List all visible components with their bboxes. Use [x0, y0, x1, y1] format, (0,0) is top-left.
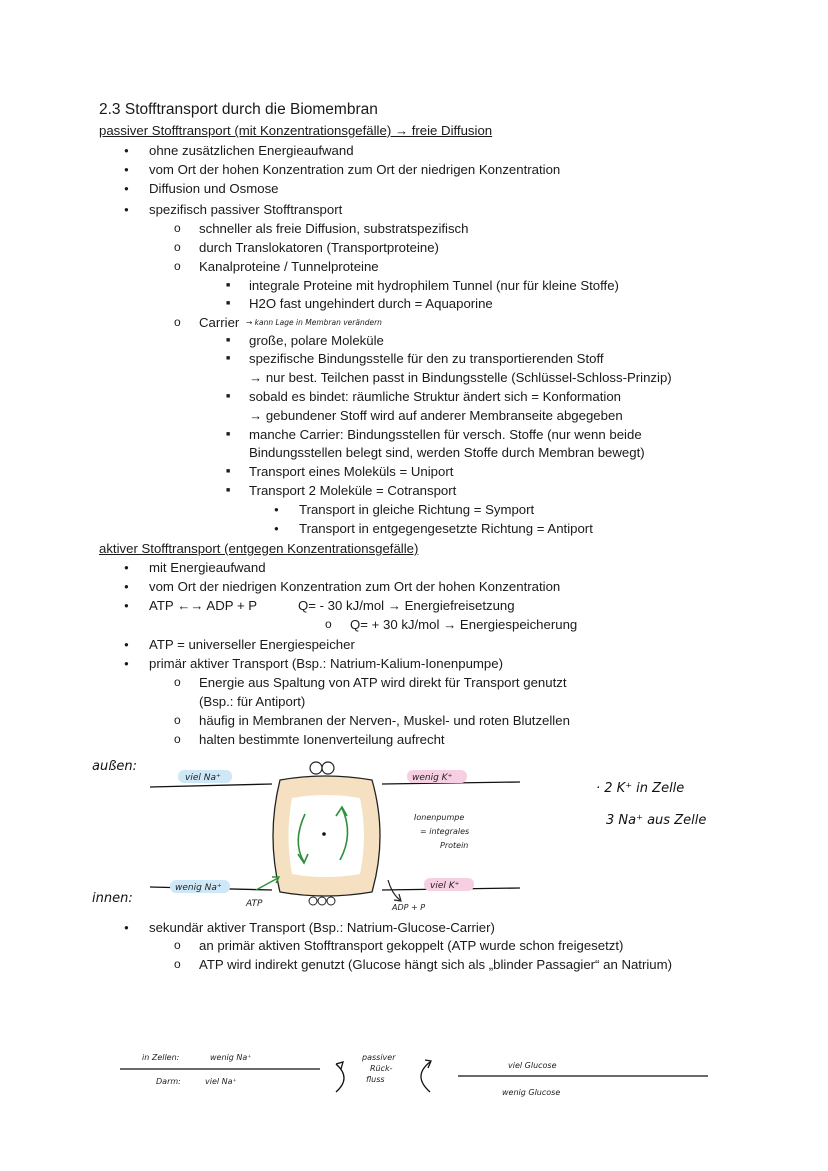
energy-storage: o Q= + 30 kJ/mol → Energiespeicherung [350, 617, 577, 633]
label-viel-na: viel Na⁺ [205, 1077, 237, 1086]
label-wenig-na-inside: wenig Na⁺ [175, 883, 222, 893]
list-item: ● vom Ort der niedrigen Konzentration zum Ort der hohen Konzentration [149, 579, 560, 595]
list-item: ● primär aktiver Transport (Bsp.: Natrium-Kalium-Ionenpumpe) [149, 656, 503, 672]
binding-site-icon [322, 762, 334, 774]
list-item: ● ATP = universeller Energiespeicher [149, 637, 355, 653]
label-adp: ADP + P [392, 903, 426, 912]
label-wenig-k-outside: wenig K⁺ [412, 773, 453, 783]
label-viel-na-outside: viel Na⁺ [185, 773, 221, 783]
list-item: ■ H2O fast ungehindert durch = Aquaporine [249, 296, 493, 312]
binding-site-icon [309, 897, 317, 905]
list-item: ■ spezifische Bindungsstelle für den zu transportierenden Stoff [249, 351, 604, 367]
binding-site-icon [310, 762, 322, 774]
list-item: ● Transport in gleiche Richtung = Symport [299, 502, 534, 518]
list-item: o Kanalproteine / Tunnelproteine [199, 259, 379, 275]
label-darm: Darm: [156, 1077, 181, 1086]
label-fluss: fluss [366, 1075, 385, 1084]
list-item: ■ Transport 2 Moleküle = Cotransport [249, 483, 456, 499]
list-item: ■ Transport eines Moleküls = Uniport [249, 464, 453, 480]
passive-heading: passiver Stofftransport (mit Konzentrationsgefälle) → freie Diffusion [99, 123, 493, 138]
list-item: o ATP wird indirekt genutzt (Glucose hängt sich als „blinder Passagier“ an Natrium) [199, 957, 672, 973]
glucose-sketch [0, 1040, 828, 1110]
list-item: o Carrier [199, 315, 239, 331]
label-rueck: Rück- [370, 1064, 393, 1073]
note-k-in: · 2 K⁺ in Zelle [596, 781, 685, 796]
list-item: ■ große, polare Moleküle [249, 333, 384, 349]
label-passiver: passiver [362, 1053, 396, 1062]
carrier-note: → kann Lage in Membran verändern [246, 318, 382, 327]
protein-channel [289, 795, 365, 877]
label-aussen: außen: [92, 759, 138, 774]
list-item: o an primär aktiven Stofftransport gekoppelt (ATP wurde schon freigesetzt) [199, 938, 623, 954]
list-item-continuation: Bindungsstellen belegt sind, werden Stoffe durch Membran bewegt) [249, 445, 645, 460]
label-wenig-na: wenig Na⁺ [210, 1053, 252, 1062]
label-viel-k-inside: viel K⁺ [430, 881, 460, 891]
label-integrales: = integrales [420, 827, 470, 836]
binding-site-icon [327, 897, 335, 905]
center-dot-icon [322, 832, 326, 836]
list-item-continuation: → gebundener Stoff wird auf anderer Membranseite abgegeben [249, 408, 623, 423]
list-item: ● mit Energieaufwand [149, 560, 266, 576]
list-item: ● spezifisch passiver Stofftransport [149, 202, 342, 218]
list-item: o schneller als freie Diffusion, substratspezifisch [199, 221, 469, 237]
label-wenig-glucose: wenig Glucose [502, 1088, 561, 1097]
label-innen: innen: [92, 891, 133, 906]
energy-release: Q= - 30 kJ/mol → Energiefreisetzung [298, 598, 515, 613]
list-item: o Energie aus Spaltung von ATP wird direkt für Transport genutzt [199, 675, 567, 691]
note-na-out: 3 Na⁺ aus Zelle [606, 813, 707, 828]
label-in-zellen: in Zellen: [142, 1053, 180, 1062]
page-title: 2.3 Stofftransport durch die Biomembran [99, 101, 378, 118]
list-item: ● sekundär aktiver Transport (Bsp.: Natrium-Glucose-Carrier) [149, 920, 495, 936]
list-item: ● Diffusion und Osmose [149, 181, 279, 197]
list-item: ■ manche Carrier: Bindungsstellen für versch. Stoffe (nur wenn beide [249, 427, 642, 443]
list-item-continuation: → nur best. Teilchen passt in Bindungsstelle (Schlüssel-Schloss-Prinzip) [249, 370, 672, 385]
list-item: ● Transport in entgegengesetzte Richtung = Antiport [299, 521, 593, 537]
list-item: ● ohne zusätzlichen Energieaufwand [149, 143, 354, 159]
membrane-outer-left [150, 784, 272, 787]
list-item: ● ATP ←→ ADP + P [149, 598, 257, 614]
list-item-continuation: (Bsp.: für Antiport) [199, 694, 306, 709]
curved-arrow-icon [336, 1064, 344, 1092]
list-item: o häufig in Membranen der Nerven-, Muskel- und roten Blutzellen [199, 713, 570, 729]
active-heading: aktiver Stofftransport (entgegen Konzentrationsgefälle) [99, 541, 419, 556]
list-item: ■ sobald es bindet: räumliche Struktur ändert sich = Konformation [249, 389, 621, 405]
atp-arrow-icon [256, 878, 278, 890]
list-item: o halten bestimmte Ionenverteilung aufrecht [199, 732, 445, 748]
list-item: o durch Translokatoren (Transportproteine) [199, 240, 439, 256]
label-ionenpumpe: Ionenpumpe [414, 813, 465, 822]
binding-site-icon [318, 897, 326, 905]
label-atp: ATP [246, 899, 263, 909]
ion-pump-diagram [0, 750, 828, 920]
label-protein: Protein [440, 841, 469, 850]
list-item: ■ integrale Proteine mit hydrophilem Tunnel (nur für kleine Stoffe) [249, 278, 619, 294]
list-item: ● vom Ort der hohen Konzentration zum Ort der niedrigen Konzentration [149, 162, 560, 178]
label-viel-glucose: viel Glucose [508, 1061, 557, 1070]
